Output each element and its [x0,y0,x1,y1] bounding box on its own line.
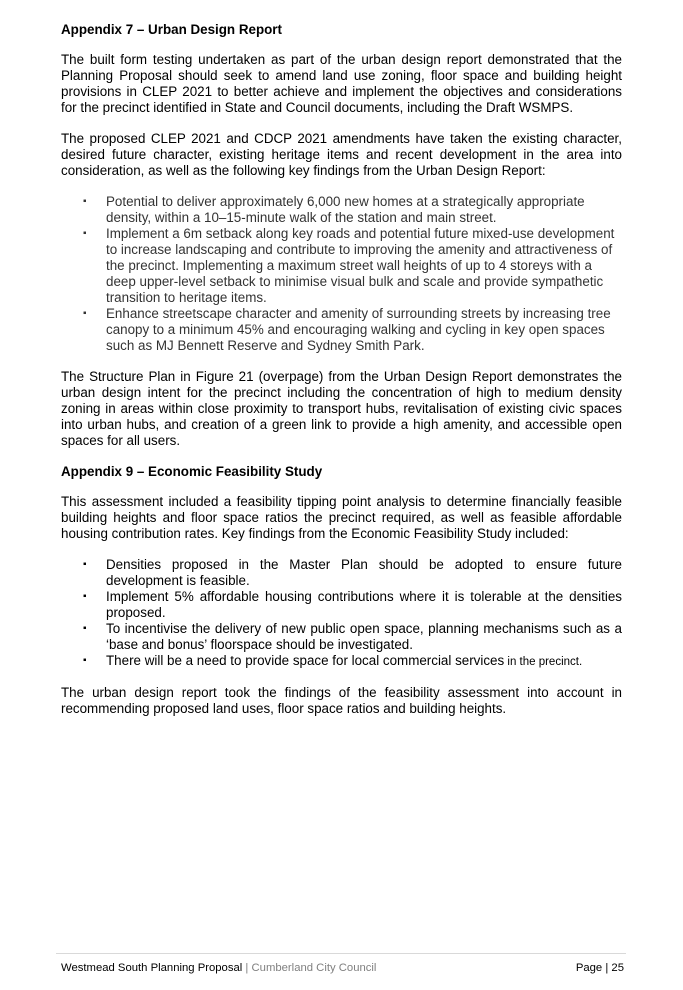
appendix-9-heading: Appendix 9 – Economic Feasibility Study [61,464,323,479]
appendix-7-paragraph-1: The built form testing undertaken as part of the urban design report demonstrated that the Planning Proposal should seek to amend land use zoning, floor space and building height provisions in CLEP 2021 to better achieve and implement the objectives and considerations for the precinct identified in State and Council documents, including the Draft WSMPS. [61,52,622,115]
page-number: Page | 25 [575,962,624,974]
appendix-9-paragraph-2: The urban design report took the findings of the feasibility assessment into account in recommending proposed land uses, floor space ratios and building heights. [61,685,622,716]
appendix-9-paragraph-1: This assessment included a feasibility tipping point analysis to determine financially feasible building heights and floor space ratios the precinct required, as well as feasible affordable housing contribution rates. Key findings from the Economic Feasibility Study included: [61,494,622,541]
list-item: ▪ There will be a need to provide space for local commercial services in the precinct. [83,653,583,668]
appendix-7-paragraph-2: The proposed CLEP 2021 and CDCP 2021 amendments have taken the existing character, desired future character, existing heritage items and recent development in the area into consideration, as well as the following key findings from the Urban Design Report: [61,131,622,178]
bullet-icon: ▪ [83,196,87,207]
list-item: ▪ Potential to deliver approximately 6,000 new homes at a strategically appropriate density, within a 10–15-minute walk of the station and main street. [83,194,585,225]
list-item: ▪ To incentivise the delivery of new public open space, planning mechanisms such as a ‘base and bonus’ floorspace should be investigated. [83,621,622,652]
footer-organisation: Cumberland City Council [251,962,377,974]
economic-findings-list [61,557,622,670]
list-item: ▪ Enhance streetscape character and amenity of surrounding streets by increasing tree canopy to a minimum 45% and encouraging walking and cycling in key open spaces such as MJ Bennett Reserve and Sydney Smith Park. [83,306,611,353]
bullet-icon: ▪ [83,591,87,602]
footer-title: Westmead South Planning Proposal | Cumberland City Council [61,962,377,974]
bullet-icon: ▪ [83,559,87,570]
bullet-icon: ▪ [83,655,87,666]
list-item: ▪ Densities proposed in the Master Plan should be adopted to ensure future development is feasible. [83,557,622,588]
appendix-7-heading: Appendix 7 – Urban Design Report [61,22,282,37]
list-item: ▪ Implement 5% affordable housing contributions where it is tolerable at the densities proposed. [83,589,622,620]
document-page [61,22,622,732]
bullet-icon: ▪ [83,228,87,239]
footer-divider [56,953,626,954]
list-item: ▪ Implement a 6m setback along key roads and potential future mixed-use development to increase landscaping and contribute to improving the amenity and attractiveness of the precinct. Implementing a maximum street wall heights of up to 4 storeys with a deep upper-level setback to minimise visual bulk and scale and provide sympathetic transition to heritage items. [83,226,615,305]
bullet-icon: ▪ [83,308,87,319]
bullet-icon: ▪ [83,623,87,634]
urban-design-findings-list [61,194,622,354]
appendix-7-paragraph-3: The Structure Plan in Figure 21 (overpage) from the Urban Design Report demonstrates the urban design intent for the precinct including the concentration of high to medium density zoning in areas within close proximity to transport hubs, revitalisation of existing civic spaces into urban hubs, and creation of a green link to provide a high amenity, and accessible open spaces for all users. [61,369,622,448]
